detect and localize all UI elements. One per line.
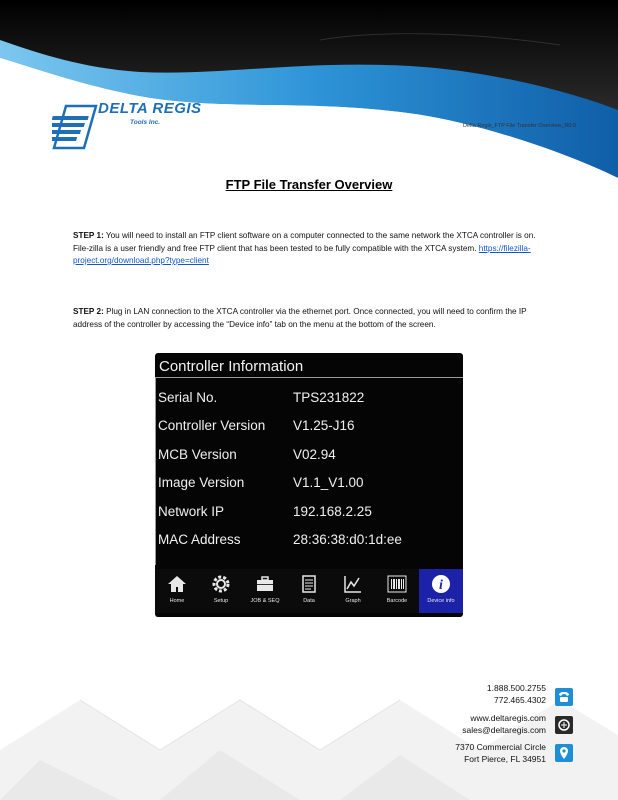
title-divider [155, 377, 463, 378]
nav-setup[interactable] [199, 569, 243, 613]
step2-text: Plug in LAN connection to the XTCA controller via the ethernet port. Once connected, you will need to confirm the IP address of the controller by accessing the “Device info” tab on the menu at the bottom of the screen. [73, 307, 527, 329]
address-line2: Fort Pierce, FL 34951 [464, 754, 546, 764]
nav-data[interactable] [287, 569, 331, 613]
nav-home[interactable] [155, 569, 199, 613]
nav-setup-label: Setup [213, 598, 229, 604]
gear-icon [211, 574, 231, 594]
nav-device-info-label: Device info [427, 598, 455, 604]
nav-job-seq-label: JOB & SEQ [250, 598, 280, 604]
device-nav-bar [155, 569, 463, 613]
step1-label: STEP 1: [73, 231, 104, 240]
barcode-icon [387, 574, 407, 594]
website-text[interactable]: www.deltaregis.com [470, 713, 546, 723]
network-ip-value: 192.168.2.25 [293, 504, 372, 519]
panel-frame [155, 377, 156, 565]
page-title: FTP File Transfer Overview [225, 177, 393, 192]
filezilla-download-link[interactable]: https://filezilla-project.org/download.php?type=client [73, 243, 531, 265]
image-version-value: V1.1_V1.00 [293, 475, 364, 490]
image-version-label: Image Version [158, 475, 245, 490]
document-icon [299, 574, 319, 594]
info-icon [431, 574, 451, 594]
location-pin-icon [555, 744, 573, 762]
nav-graph-label: Graph [345, 598, 361, 604]
phone-primary: 1.888.500.2755 [486, 683, 546, 693]
step2-paragraph [73, 306, 543, 331]
nav-graph[interactable] [331, 569, 375, 613]
nav-barcode[interactable] [375, 569, 419, 613]
mac-address-label: MAC Address [158, 532, 241, 547]
logo-title: DELTA REGIS [98, 100, 202, 117]
controller-screen-photo [155, 353, 463, 617]
nav-data-label: Data [303, 598, 315, 604]
controller-info-title: Controller Information [159, 358, 304, 375]
step1-paragraph [73, 230, 543, 268]
controller-version-label: Controller Version [158, 418, 266, 433]
document-reference: Delta Regis_FTP File Transfer Overview_R0.0 [463, 123, 576, 129]
step1-text: You will need to install an FTP client software on a computer connected to the same network the XTCA controller is on. File-zilla is a user friendly and free FTP client that has been tested to be fully compatible with the XTCA system. [73, 231, 536, 253]
logo-subtitle: Tools Inc. [130, 119, 161, 126]
network-ip-label: Network IP [158, 504, 225, 519]
mcb-version-value: V02.94 [293, 447, 336, 462]
web-email-icon [555, 716, 573, 734]
serial-value: TPS231822 [293, 390, 365, 405]
phone-secondary: 772.465.4302 [494, 695, 546, 705]
phone-icon [555, 688, 573, 706]
address-line1: 7370 Commercial Circle [455, 742, 546, 752]
nav-barcode-label: Barcode [386, 598, 408, 604]
controller-version-value: V1.25-J16 [293, 418, 355, 433]
graph-icon [343, 574, 363, 594]
email-text[interactable]: sales@deltaregis.com [462, 725, 546, 735]
controller-info-panel [155, 353, 463, 565]
step2-label: STEP 2: [73, 307, 104, 316]
nav-job-seq[interactable] [243, 569, 287, 613]
home-icon [167, 574, 187, 594]
mcb-version-label: MCB Version [158, 447, 237, 462]
svg-text:i: i [439, 578, 443, 593]
serial-label: Serial No. [158, 390, 218, 405]
mac-address-value: 28:36:38:d0:1d:ee [293, 532, 402, 547]
nav-device-info[interactable] [419, 569, 463, 613]
nav-home-label: Home [169, 598, 185, 604]
briefcase-icon [255, 574, 275, 594]
